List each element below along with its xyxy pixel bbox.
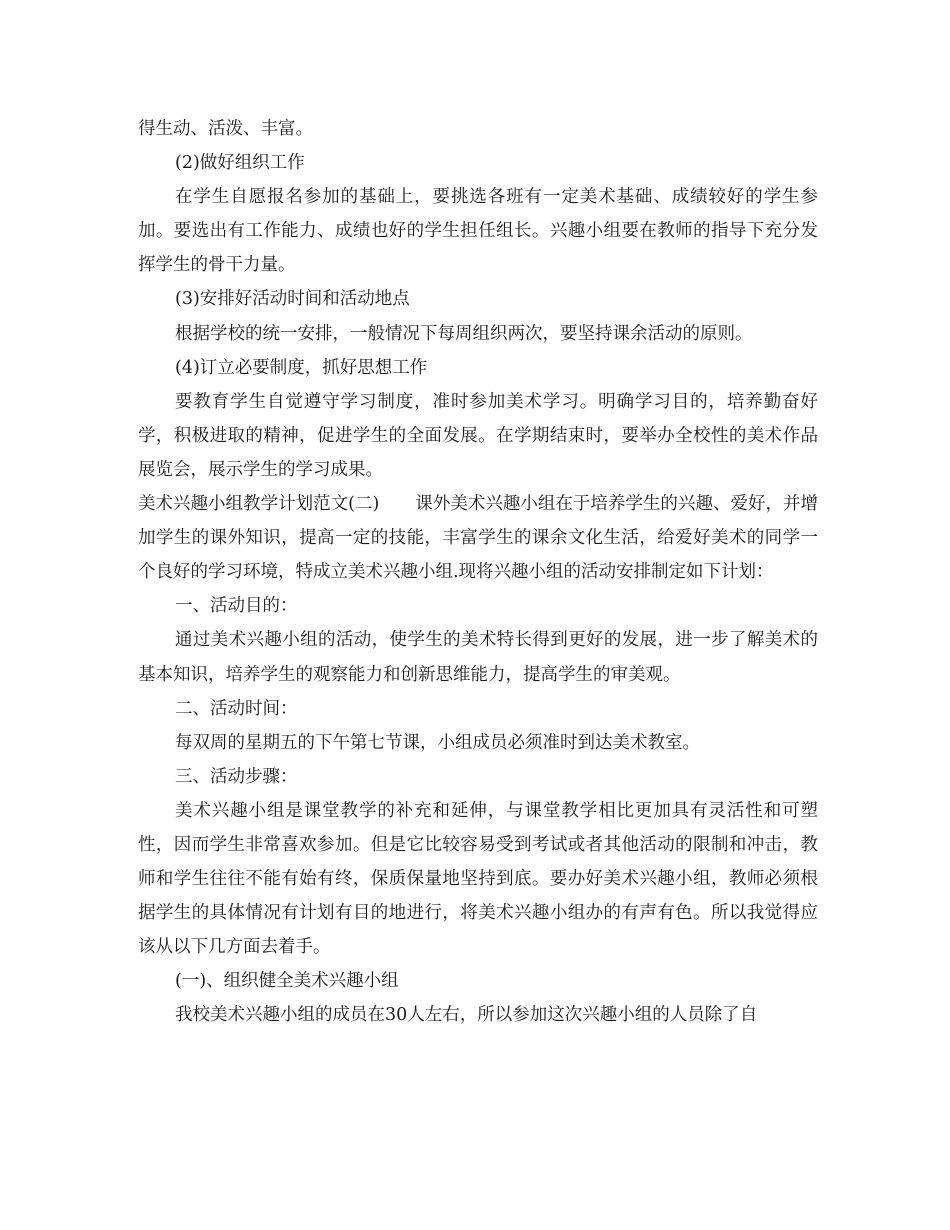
section-paragraph [138, 487, 818, 589]
paragraph-heading: 一、活动目的： [175, 596, 298, 617]
paragraph-heading: (2)做好组织工作 [175, 153, 305, 174]
paragraph: 美术兴趣小组是课堂教学的补充和延伸，与课堂教学相比更加具有灵活性和可塑性，因而学生非常喜欢参加。但是它比较容易受到考试或者其他活动的限制和冲击，教师和学生往往不能有始有终，保质保量地坚持到底。要办好美术兴趣小组，教师必须根据学生的具体情况有计划有目的地进行，将美术兴趣小组办的有声有色。所以我觉得应该从以下几方面去着手。 [138, 800, 818, 958]
paragraph-heading: 二、活动时间： [175, 698, 298, 719]
paragraph: 在学生自愿报名参加的基础上，要挑选各班有一定美术基础、成绩较好的学生参加。要选出有工作能力、成绩也好的学生担任组长。兴趣小组要在教师的指导下充分发挥学生的骨干力量。 [138, 187, 818, 276]
paragraph: 通过美术兴趣小组的活动，使学生的美术特长得到更好的发展，进一步了解美术的基本知识，培养学生的观察能力和创新思维能力，提高学生的审美观。 [138, 630, 818, 685]
section-title: 美术兴趣小组教学计划范文(二) [138, 494, 380, 515]
paragraph: 每双周的星期五的下午第七节课，小组成员必须准时到达美术教室。 [175, 732, 700, 753]
paragraph-heading: (3)安排好活动时间和活动地点 [175, 289, 410, 310]
paragraph: 要教育学生自觉遵守学习制度，准时参加美术学习。明确学习目的，培养勤奋好学，积极进取的精神，促进学生的全面发展。在学期结束时，要举办全校性的美术作品展览会，展示学生的学习成果。 [138, 391, 818, 480]
paragraph: 根据学校的统一安排，一般情况下每周组织两次，要坚持课余活动的原则。 [175, 323, 753, 344]
paragraph-heading: 三、活动步骤： [175, 766, 298, 787]
paragraph: 得生动、活泼、丰富。 [138, 119, 313, 139]
paragraph-heading: (4)订立必要制度，抓好思想工作 [175, 357, 428, 378]
document-body [138, 112, 818, 1033]
paragraph-heading: (一)、组织健全美术兴趣小组 [175, 971, 399, 992]
paragraph: 我校美术兴趣小组的成员在30人左右，所以参加这次兴趣小组的人员除了自 [175, 1005, 758, 1026]
section-intro: 课外美术兴趣小组在于培养学生的兴趣、爱好，并增加学生的课外知识，提高一定的技能，丰富学生的课余文化生活，给爱好美术的同学一个良好的学习环境，特成立美术兴趣小组.现将兴趣小组的活动安排制定如下计划： [138, 494, 819, 583]
